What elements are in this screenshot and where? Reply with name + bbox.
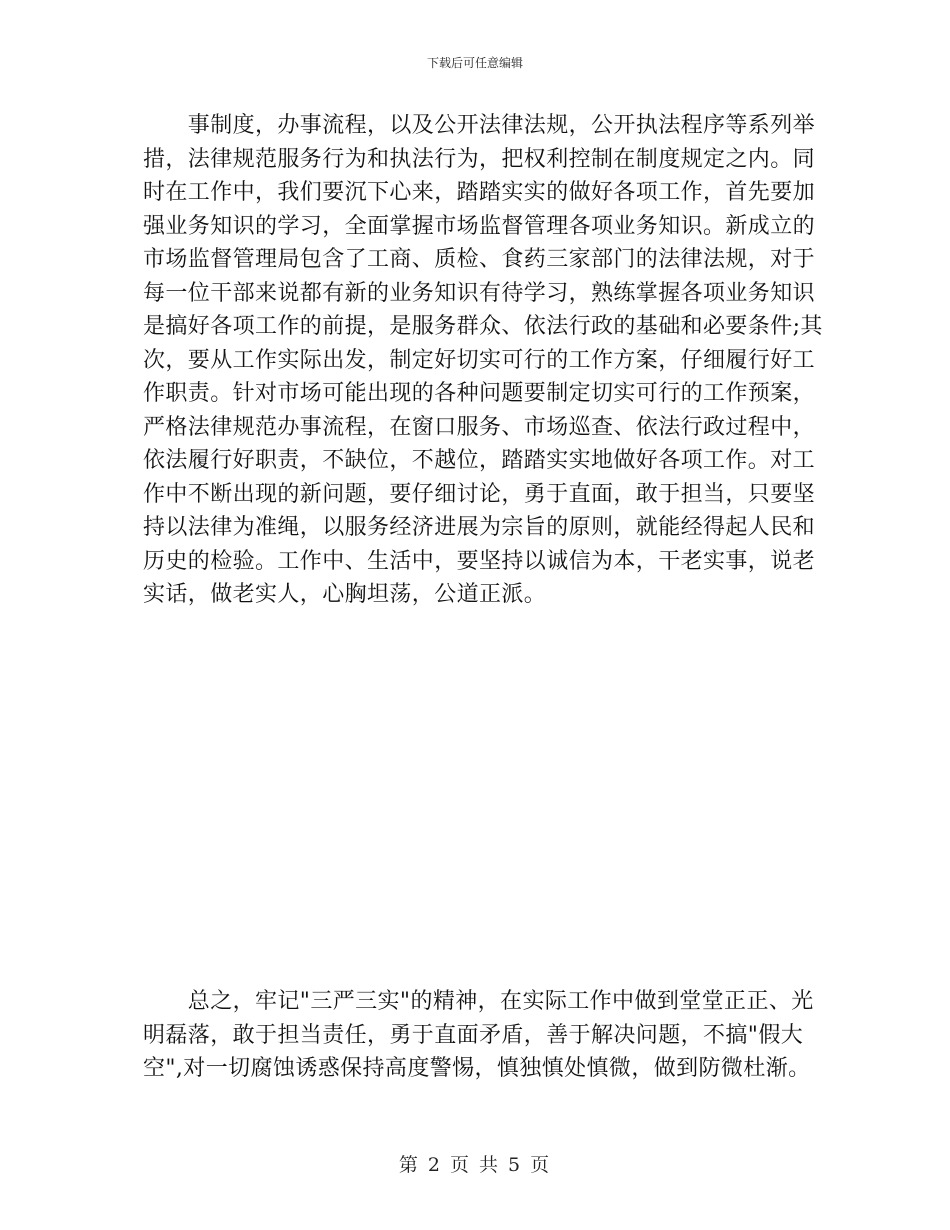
paragraph-line: 明磊落，敢于担当责任，勇于直面矛盾，善于解决问题，不搞"假大 <box>143 1022 804 1048</box>
page-number-footer: 第 2 页 共 5 页 <box>398 1154 552 1176</box>
paragraph-line: 依法履行好职责，不缺位，不越位，踏踏实实地做好各项工作。对工 <box>143 448 816 473</box>
paragraph-line: 是搞好各项工作的前提，是服务群众、依法行政的基础和必要条件;其 <box>143 314 823 339</box>
paragraph-line: 历史的检验。工作中、生活中，要坚持以诚信为本，干老实事，说老 <box>143 548 816 574</box>
page-header: 下载后可任意编辑 <box>426 56 523 70</box>
paragraph-line: 空",对一切腐蚀诱惑保持高度警惕，慎独慎处慎微，做到防微杜渐。 <box>143 1056 811 1081</box>
body-paragraph-1 <box>143 109 823 612</box>
paragraph-line: 严格法律规范办事流程，在窗口服务、市场巡查、依法行政过程中， <box>143 414 816 440</box>
paragraph-line: 作中不断出现的新问题，要仔细讨论，勇于直面，敢于担当，只要坚 <box>143 481 816 507</box>
paragraph-line: 实话，做老实人，心胸坦荡，公道正派。 <box>143 582 547 607</box>
paragraph-line: 总之，牢记"三严三实"的精神，在实际工作中做到堂堂正正、光 <box>143 989 814 1014</box>
paragraph-line: 措，法律规范服务行为和执法行为，把权利控制在制度规定之内。同 <box>143 146 816 172</box>
paragraph-line: 作职责。针对市场可能出现的各种问题要制定切实可行的工作预案， <box>143 381 816 406</box>
paragraph-line: 时在工作中，我们要沉下心来，踏踏实实的做好各项工作，首先要加 <box>143 180 816 205</box>
paragraph-line: 事制度，办事流程，以及公开法律法规，公开执法程序等系列举 <box>143 113 816 138</box>
body-paragraph-2 <box>143 985 814 1086</box>
paragraph-line: 每一位干部来说都有新的业务知识有待学习，熟练掌握各项业务知识 <box>143 280 816 306</box>
paragraph-line: 次，要从工作实际出发，制定好切实可行的工作方案，仔细履行好工 <box>143 347 816 373</box>
paragraph-line: 持以法律为准绳，以服务经济进展为宗旨的原则，就能经得起人民和 <box>143 515 816 540</box>
paragraph-line: 市场监督管理局包含了工商、质检、食药三家部门的法律法规，对于 <box>143 247 816 272</box>
paragraph-line: 强业务知识的学习，全面掌握市场监督管理各项业务知识。新成立的 <box>143 213 816 239</box>
